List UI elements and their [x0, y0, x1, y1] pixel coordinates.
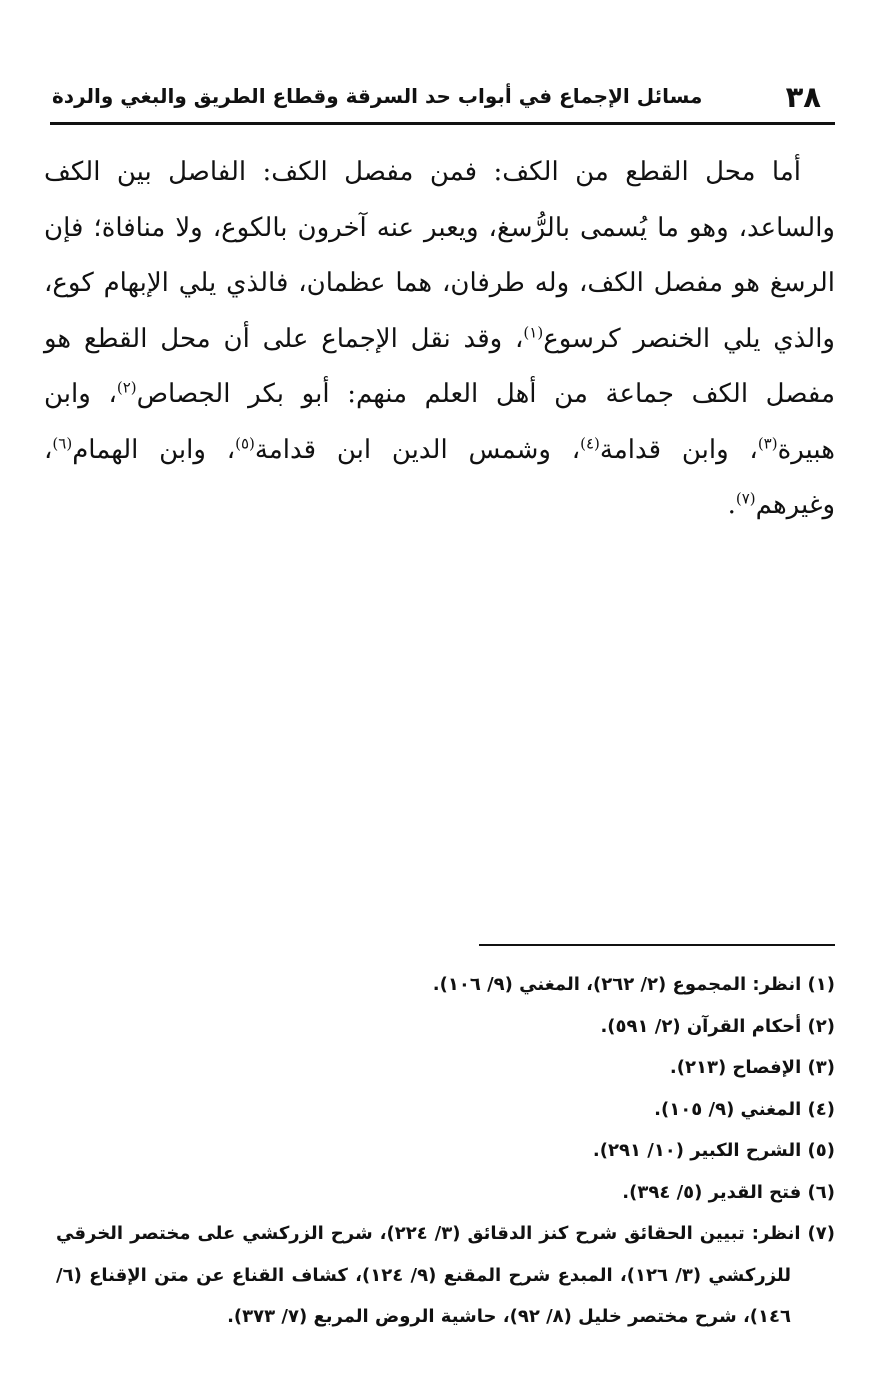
footnote-ref-7[interactable]: (٧): [735, 489, 756, 508]
footnote-divider: [479, 944, 835, 946]
footnote-5: (٥) الشرح الكبير (١٠/ ٢٩١).: [592, 1140, 835, 1161]
footnote-ref-2[interactable]: (٢): [116, 378, 137, 397]
main-paragraph: [44, 145, 835, 534]
paragraph-text: .: [727, 490, 736, 520]
page-number: ٣٨: [785, 80, 821, 114]
footnote-4: (٤) المغني (٩/ ١٠٥).: [654, 1098, 835, 1120]
paragraph-text: ، وغيرهم: [44, 434, 835, 520]
footnote-2: (٢) أحكام القرآن (٢/ ٥٩١).: [600, 1015, 835, 1037]
paragraph-text: ، وابن قدامة: [599, 434, 758, 465]
footnote-7: (٧) انظر: تبيين الحقائق شرح كنز الدقائق (٣/ ٢٢٤)، شرح الزركشي على مختصر الخرقي للزركشي (٣/ ١٢٦)، المبدع شرح المقنع (٩/ ١٢٤)، كشاف القناع عن متن الإقناع (٦/ ١٤٦)، شرح مختصر خليل (٨/ ٩٢)، حاشية الروض المربع (٧/ ٣٧٣).: [56, 1223, 836, 1327]
footnote-ref-6[interactable]: (٦): [52, 433, 73, 452]
paragraph-text: ، وابن هبيرة: [44, 379, 835, 465]
paragraph-text: أما محل القطع من الكف: فمن مفصل الكف: الفاصل بين الكف والساعد، وهو ما يُسمى بالرُّسغ، ويعبر عنه آخرون بالكوع، ولا منافاة؛ فإن الرسغ هو مفصل الكف، وله طرفان، هما عظمان، فالذي يلي الإبهام كوع، والذي يلي الخنصر كرسوع: [44, 157, 835, 354]
running-title: مسائل الإجماع في أبواب حد السرقة وقطاع الطريق والبغي والردة: [52, 84, 703, 108]
footnotes-list: [56, 964, 835, 1338]
running-header: [50, 78, 835, 125]
footnote-ref-5[interactable]: (٥): [235, 433, 255, 452]
footnote-3: (٣) الإفصاح (٢١٣).: [669, 1057, 835, 1078]
paragraph-text: ، وقد نقل الإجماع على أن محل القطع هو مفصل الكف جماعة من أهل العلم منهم: أبو بكر الجصاص: [44, 323, 835, 409]
footnote-ref-3[interactable]: (٣): [757, 433, 778, 452]
footnote-ref-1[interactable]: (١): [523, 322, 544, 341]
footnote-1: (١) انظر: المجموع (٢/ ٢٦٢)، المغني (٩/ ١٠٦).: [432, 974, 835, 995]
paragraph-text: ، وابن الهمام: [72, 434, 236, 465]
paragraph-text: ، وشمس الدين ابن قدامة: [254, 434, 581, 465]
footnote-6: (٦) فتح القدير (٥/ ٣٩٤).: [622, 1181, 835, 1203]
footnote-ref-4[interactable]: (٤): [580, 433, 600, 452]
